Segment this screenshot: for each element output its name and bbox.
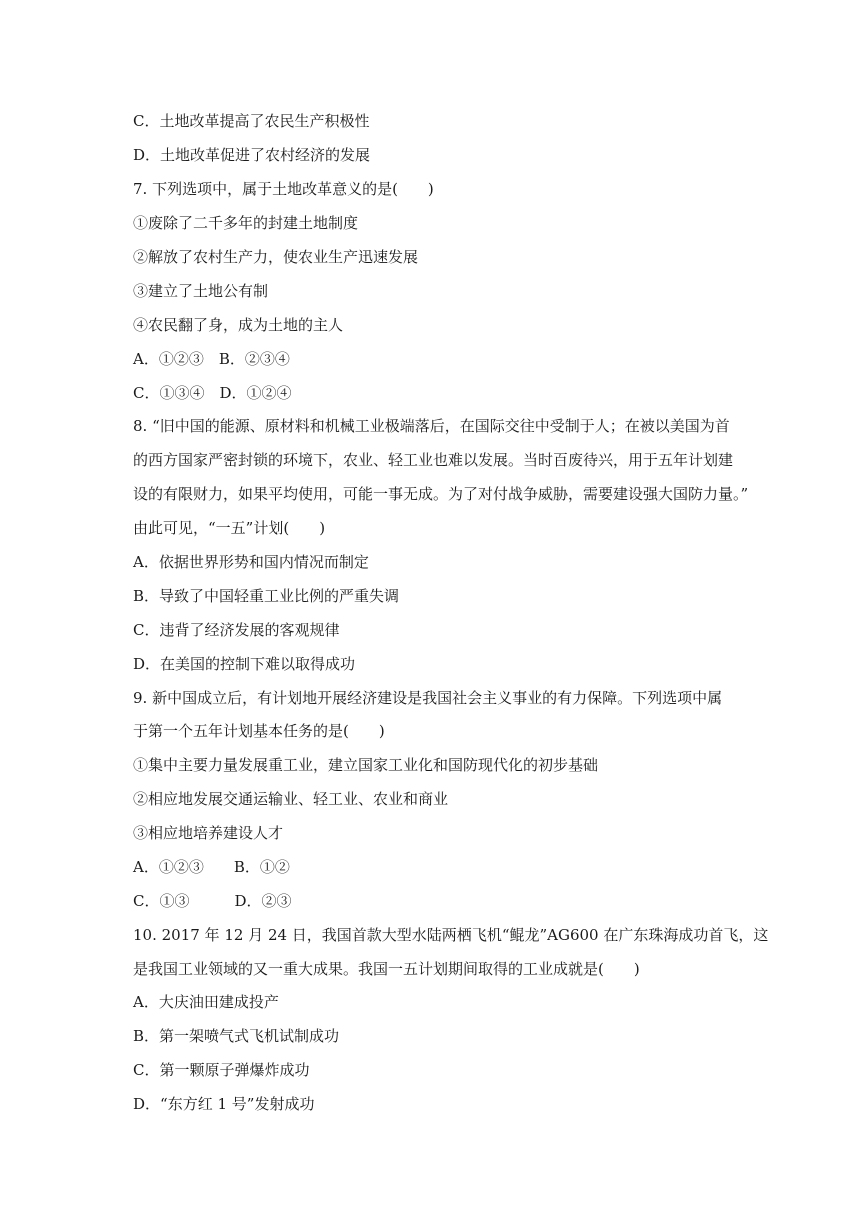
q9-statement-1: ①集中主要力量发展重工业，建立国家工业化和国防现代化的初步基础	[133, 756, 599, 774]
option-d-q10: D．“东方红 1 号”发射成功	[133, 1095, 315, 1113]
q7-statement-2: ②解放了农村生产力，使农业生产迅速发展	[133, 248, 419, 266]
q7-options-cd: C．①③④ D．①②④	[133, 384, 292, 402]
q9-statement-3: ③相应地培养建设人才	[133, 824, 284, 842]
option-a-q10: A．大庆油田建成投产	[133, 993, 279, 1011]
option-c-q6: C．土地改革提高了农民生产积极性	[133, 112, 370, 130]
question-9-stem-line-1: 9. 新中国成立后，有计划地开展经济建设是我国社会主义事业的有力保障。下列选项中属	[133, 689, 723, 707]
option-b-q8: B．导致了中国轻重工业比例的严重失调	[133, 587, 400, 605]
question-8-stem-line-2: 的西方国家严密封锁的环境下，农业、轻工业也难以发展。当时百废待兴，用于五年计划建	[133, 451, 734, 469]
question-9-stem-line-2: 于第一个五年计划基本任务的是( )	[133, 722, 385, 740]
q7-options-ab: A．①②③ B．②③④	[133, 350, 290, 368]
question-7-stem: 7. 下列选项中，属于土地改革意义的是( )	[133, 180, 434, 198]
q7-statement-4: ④农民翻了身，成为土地的主人	[133, 316, 344, 334]
q9-statement-2: ②相应地发展交通运输业、轻工业、农业和商业	[133, 790, 449, 808]
q9-options-ab: A．①②③ B．①②	[133, 858, 290, 876]
question-8-stem-line-1: 8. “旧中国的能源、原材料和机械工业极端落后，在国际交往中受制于人；在被以美国为首	[133, 417, 730, 435]
q7-statement-3: ③建立了土地公有制	[133, 282, 269, 300]
option-a-q8: A．依据世界形势和国内情况而制定	[133, 553, 369, 571]
option-d-q6: D．土地改革促进了农村经济的发展	[133, 146, 371, 164]
option-d-q8: D．在美国的控制下难以取得成功	[133, 655, 356, 673]
option-c-q10: C．第一颗原子弹爆炸成功	[133, 1061, 310, 1079]
question-8-stem-line-4: 由此可见，“一五”计划( )	[133, 519, 326, 537]
q9-options-cd: C．①③ D．②③	[133, 892, 292, 910]
option-b-q10: B．第一架喷气式飞机试制成功	[133, 1027, 340, 1045]
question-10-stem-line-2: 是我国工业领域的又一重大成果。我国一五计划期间取得的工业成就是( )	[133, 960, 640, 978]
question-10-stem-line-1: 10. 2017 年 12 月 24 日，我国首款大型水陆两栖飞机“鲲龙”AG600 在广东珠海成功首飞，这	[133, 926, 769, 944]
option-c-q8: C．违背了经济发展的客观规律	[133, 621, 340, 639]
q7-statement-1: ①废除了二千多年的封建土地制度	[133, 214, 359, 232]
question-8-stem-line-3: 设的有限财力，如果平均使用，可能一事无成。为了对付战争威胁，需要建设强大国防力量。”	[133, 485, 749, 503]
